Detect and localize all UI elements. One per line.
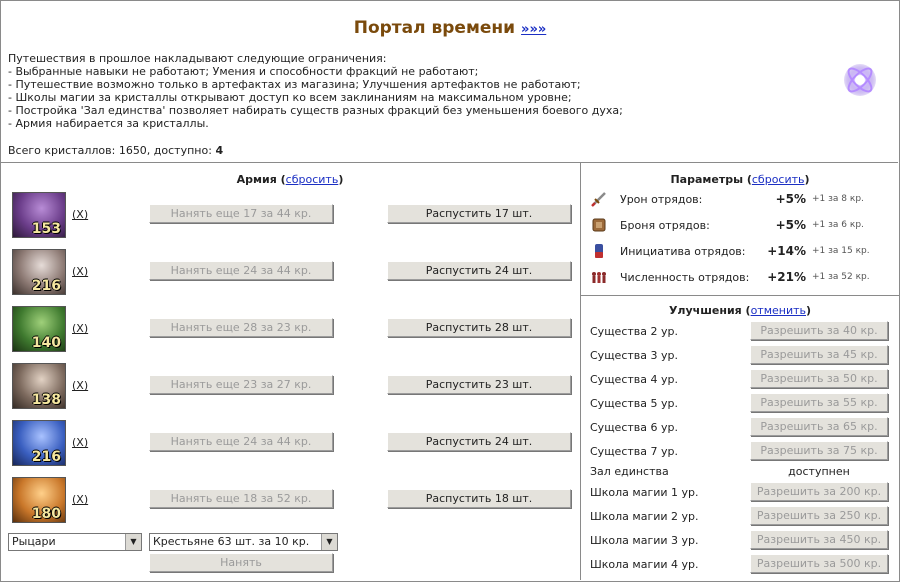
upgrade-name: Существа 6 ур. — [590, 421, 678, 434]
unlock-button[interactable]: Разрешить за 55 кр. — [750, 393, 888, 412]
restriction-line: - Школы магии за кристаллы открывают доступ ко всем заклинаниям на максимальном уровне; — [8, 91, 572, 104]
remove-creature-link[interactable]: (X) — [72, 493, 89, 506]
title-link[interactable]: »»» — [521, 22, 547, 37]
hire-more-button[interactable]: Нанять еще 23 за 27 кр. — [149, 375, 333, 394]
unlock-button[interactable]: Разрешить за 200 кр. — [750, 482, 888, 501]
param-name: Инициатива отрядов: — [620, 245, 746, 258]
upgrade-row — [590, 321, 890, 341]
hire-more-button[interactable]: Нанять еще 24 за 44 кр. — [149, 432, 333, 451]
creature-portrait — [12, 192, 66, 238]
upgrade-name: Школа магии 3 ур. — [590, 534, 699, 547]
unlock-button[interactable]: Разрешить за 40 кр. — [750, 321, 888, 340]
param-name: Броня отрядов: — [620, 219, 710, 232]
remove-creature-link[interactable]: (X) — [72, 436, 89, 449]
hire-button[interactable]: Нанять — [149, 553, 333, 572]
upgrade-row — [590, 369, 890, 389]
sword-icon — [590, 190, 608, 208]
param-row — [590, 188, 890, 210]
army-heading-text: Армия — [236, 173, 277, 186]
upgrades-heading-text: Улучшения — [668, 304, 742, 317]
upgrade-row — [590, 530, 890, 550]
creature-count: 180 — [31, 506, 61, 522]
dismiss-button[interactable]: Распустить 28 шт. — [387, 318, 571, 337]
restrictions-text — [8, 52, 808, 130]
page-title — [0, 18, 900, 38]
upgrade-row — [590, 506, 890, 526]
upgrade-row — [590, 554, 890, 574]
creature-portrait — [12, 249, 66, 295]
creature-portrait — [12, 420, 66, 466]
remove-creature-link[interactable]: (X) — [72, 265, 89, 278]
army-row — [0, 249, 580, 301]
faction-select-value: Рыцари — [12, 535, 56, 548]
upgrade-name: Школа магии 4 ур. — [590, 558, 699, 571]
hire-more-button[interactable]: Нанять еще 24 за 44 кр. — [149, 261, 333, 280]
unlock-button[interactable]: Разрешить за 45 кр. — [750, 345, 888, 364]
restriction-line: - Путешествие возможно только в артефактах из магазина; Улучшения артефактов не работают; — [8, 78, 581, 91]
hire-more-button[interactable]: Нанять еще 28 за 23 кр. — [149, 318, 333, 337]
portal-icon — [842, 62, 878, 98]
unlock-button[interactable]: Разрешить за 450 кр. — [750, 530, 888, 549]
chevron-down-icon[interactable]: ▼ — [125, 534, 141, 550]
upgrade-name: Существа 3 ур. — [590, 349, 678, 362]
param-name: Урон отрядов: — [620, 193, 703, 206]
upgrade-row — [590, 441, 890, 461]
army-row — [0, 306, 580, 358]
upgrades-heading: Улучшения (отменить) — [668, 304, 812, 317]
upgrade-name: Зал единства — [590, 465, 669, 478]
armor-icon — [590, 216, 608, 234]
creature-count: 216 — [31, 278, 61, 294]
dismiss-button[interactable]: Распустить 18 шт. — [387, 489, 571, 508]
dismiss-button[interactable]: Распустить 24 шт. — [387, 261, 571, 280]
upgrade-name: Существа 4 ур. — [590, 373, 678, 386]
param-value: +5% — [775, 192, 806, 206]
crystals-info — [8, 144, 223, 157]
param-value: +14% — [767, 244, 806, 258]
restriction-line: - Армия набирается за кристаллы. — [8, 117, 209, 130]
army-row — [0, 477, 580, 529]
unlock-button[interactable]: Разрешить за 75 кр. — [750, 441, 888, 460]
upgrades-cancel-link[interactable]: отменить — [750, 304, 807, 317]
creature-count: 153 — [31, 221, 61, 237]
creature-portrait — [12, 363, 66, 409]
chevron-down-icon[interactable]: ▼ — [321, 534, 337, 550]
restriction-line: - Выбранные навыки не работают; Умения и способности фракций не работают; — [8, 65, 479, 78]
upgrade-name: Существа 5 ур. — [590, 397, 678, 410]
creature-portrait — [12, 306, 66, 352]
army-heading: Армия (сбросить) — [236, 173, 344, 186]
remove-creature-link[interactable]: (X) — [72, 379, 89, 392]
page-title-text: Портал времени — [353, 18, 516, 38]
upgrade-row — [590, 345, 890, 365]
upgrade-row — [590, 393, 890, 413]
creature-count: 138 — [31, 392, 61, 408]
dismiss-button[interactable]: Распустить 24 шт. — [387, 432, 571, 451]
params-heading-text: Параметры — [670, 173, 744, 186]
army-row — [0, 420, 580, 472]
divider — [580, 162, 581, 580]
unlock-button[interactable]: Разрешить за 65 кр. — [750, 417, 888, 436]
divider — [581, 295, 899, 296]
restriction-line: Путешествия в прошлое накладывают следующие ограничения: — [8, 52, 387, 65]
crystals-available: 4 — [215, 144, 224, 157]
param-cost: +1 за 8 кр. — [812, 194, 864, 204]
initiative-icon — [590, 242, 608, 260]
upgrade-name: Школа магии 1 ур. — [590, 486, 699, 499]
param-value: +21% — [767, 270, 806, 284]
divider — [0, 162, 898, 163]
creature-count: 216 — [31, 449, 61, 465]
param-cost: +1 за 15 кр. — [812, 246, 870, 256]
creature-portrait — [12, 477, 66, 523]
dismiss-button[interactable]: Распустить 17 шт. — [387, 204, 571, 223]
unlock-button[interactable]: Разрешить за 250 кр. — [750, 506, 888, 525]
restriction-line: - Постройка 'Зал единства' позволяет набирать существ разных фракций без уменьшения боевого духа; — [8, 104, 623, 117]
unit-select[interactable] — [149, 533, 338, 551]
upgrade-row — [590, 417, 890, 437]
param-row — [590, 240, 890, 262]
unit-select-value: Крестьяне 63 шт. за 10 кр. — [153, 535, 310, 548]
upgrade-name: Школа магии 2 ур. — [590, 510, 699, 523]
hire-more-button[interactable]: Нанять еще 17 за 44 кр. — [149, 204, 333, 223]
creature-count: 140 — [31, 335, 61, 351]
upgrade-row — [590, 461, 890, 481]
param-name: Численность отрядов: — [620, 271, 750, 284]
upgrade-name: Существа 2 ур. — [590, 325, 678, 338]
crystals-label: Всего кристаллов: 1650, доступно: — [8, 144, 212, 157]
hire-more-button[interactable]: Нанять еще 18 за 52 кр. — [149, 489, 333, 508]
remove-creature-link[interactable]: (X) — [72, 322, 89, 335]
param-row — [590, 266, 890, 288]
army-row — [0, 363, 580, 415]
dismiss-button[interactable]: Распустить 23 шт. — [387, 375, 571, 394]
army-reset-link[interactable]: сбросить — [285, 173, 339, 186]
remove-creature-link[interactable]: (X) — [72, 208, 89, 221]
army-row — [0, 192, 580, 244]
upgrade-name: Существа 7 ур. — [590, 445, 678, 458]
upgrade-row — [590, 482, 890, 502]
faction-select[interactable] — [8, 533, 142, 551]
param-cost: +1 за 52 кр. — [812, 272, 870, 282]
troops-icon — [590, 268, 608, 286]
unlock-button[interactable]: Разрешить за 50 кр. — [750, 369, 888, 388]
unlock-button[interactable]: Разрешить за 500 кр. — [750, 554, 888, 573]
param-value: +5% — [775, 218, 806, 232]
upgrade-status: доступнен — [788, 465, 850, 478]
param-row — [590, 214, 890, 236]
params-heading: Параметры (сбросить) — [670, 173, 810, 186]
params-reset-link[interactable]: сбросить — [751, 173, 805, 186]
param-cost: +1 за 6 кр. — [812, 220, 864, 230]
